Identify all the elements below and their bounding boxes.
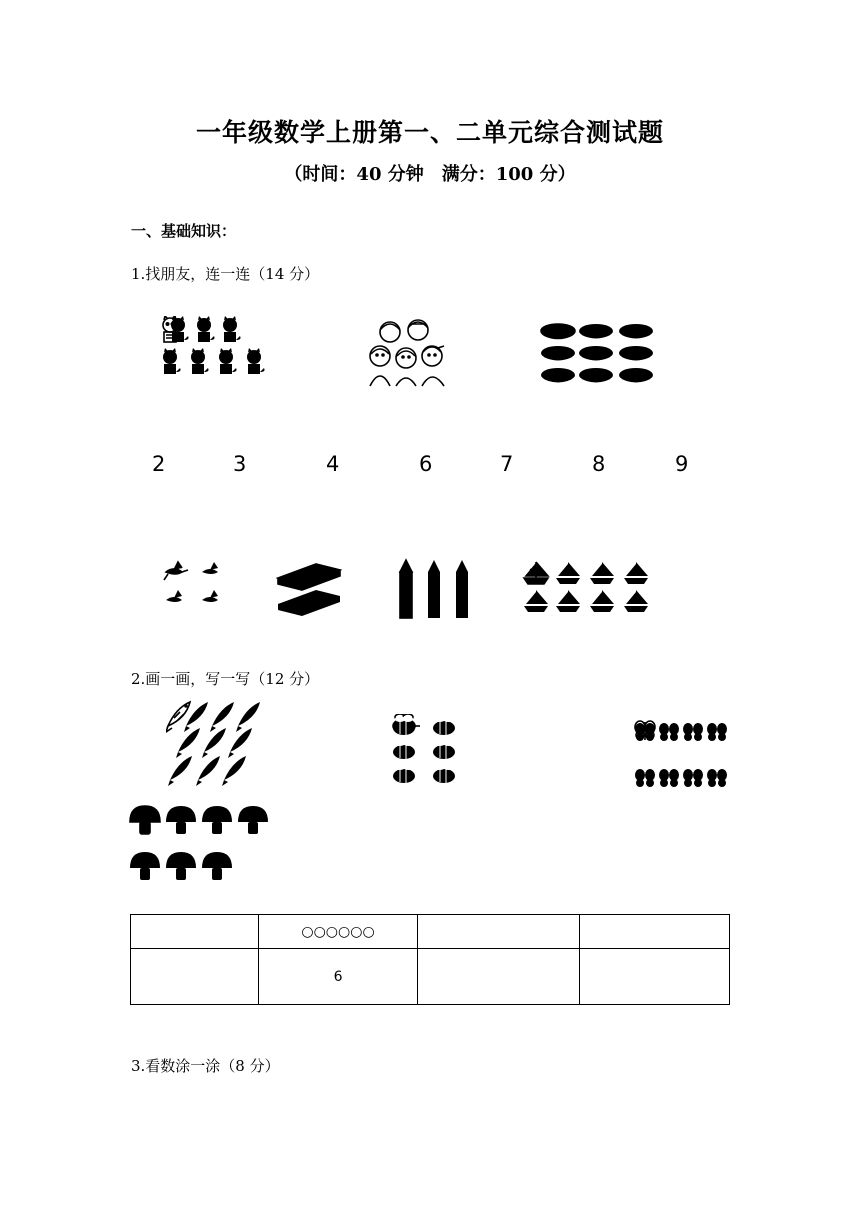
number-option: 4 xyxy=(326,452,340,476)
answer-cell[interactable] xyxy=(579,949,729,1005)
answer-cell[interactable] xyxy=(417,915,579,949)
question-3-label: 3.看数涂一涂（8 分） xyxy=(131,1057,280,1075)
sailboats-group-icon xyxy=(522,560,656,616)
answer-cell[interactable] xyxy=(131,949,259,1005)
birds-group-icon xyxy=(162,560,228,616)
number-option: 8 xyxy=(592,452,606,476)
number-option: 6 xyxy=(419,452,433,476)
page-title: 一年级数学上册第一、二单元综合测试题 xyxy=(195,118,664,147)
answer-cell-number: 6 xyxy=(259,949,418,1005)
answer-cell-circles: ○○○○○○ xyxy=(259,915,418,949)
plates-group-icon xyxy=(540,322,658,388)
number-option: 7 xyxy=(500,452,514,476)
answer-table xyxy=(130,914,730,1005)
question-2-label: 2.画一画，写一写（12 分） xyxy=(131,670,320,688)
children-group-icon xyxy=(368,318,452,388)
number-option: 9 xyxy=(675,452,689,476)
fish-group-icon xyxy=(166,700,266,792)
butterflies-group-icon xyxy=(634,720,730,794)
pencils-group-icon xyxy=(396,558,472,622)
bees-group-icon xyxy=(390,714,464,786)
page-subtitle: （时间：40 分钟 满分：100 分） xyxy=(284,164,576,185)
books-group-icon xyxy=(276,560,342,618)
question-1-label: 1.找朋友，连一连（14 分） xyxy=(131,265,320,283)
section-heading-basics: 一、基础知识： xyxy=(131,222,237,240)
mushrooms-group-icon xyxy=(128,804,278,892)
number-option: 2 xyxy=(152,452,166,476)
number-option: 3 xyxy=(233,452,247,476)
answer-cell[interactable] xyxy=(131,915,259,949)
answer-cell[interactable] xyxy=(417,949,579,1005)
answer-cell[interactable] xyxy=(579,915,729,949)
cats-group-icon xyxy=(158,316,278,382)
